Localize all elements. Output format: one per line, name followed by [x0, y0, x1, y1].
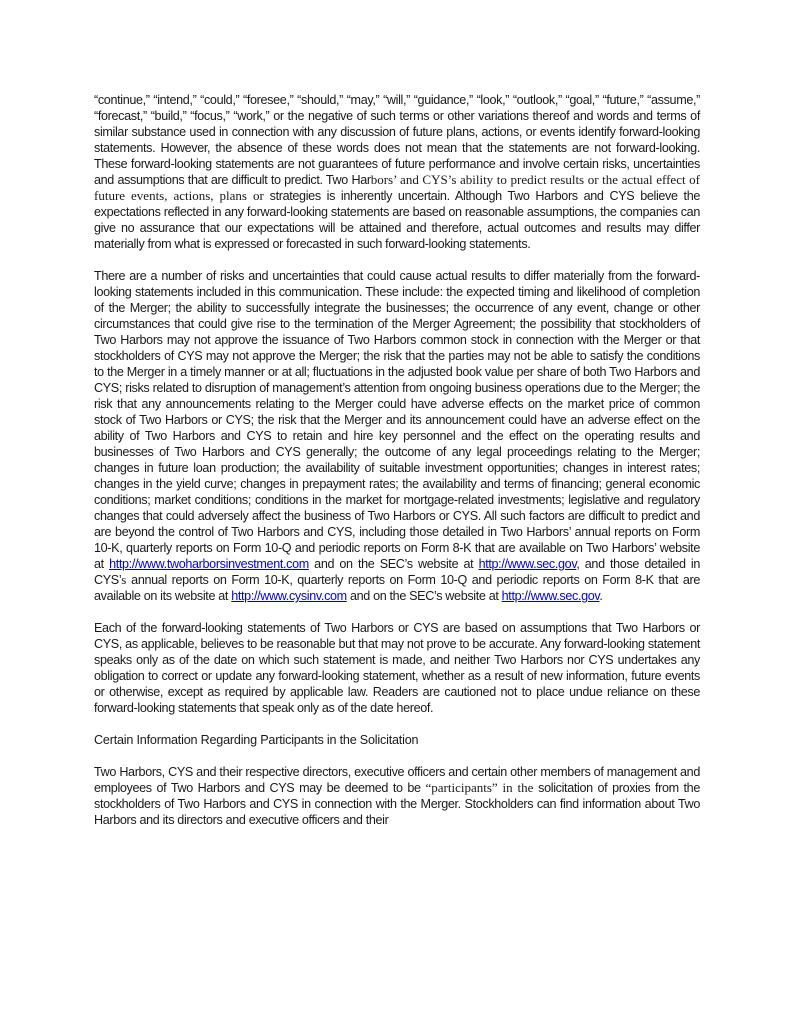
text-segment-serif: bors’ and CYS’s ability to predict results or the actual effect of future events, actions, plans or: [94, 172, 700, 203]
text-segment-serif: “participants” in the: [425, 780, 534, 795]
text-segment-serif: s: [121, 572, 127, 587]
text-segment: “continue,” “intend,” “could,” “foresee,” “should,” “may,” “will,” “guidance,” “look,” “outlook,” “goal,” “future,” “assume,” “forecast,” “build,” “focus,” “work,” or the negative of such terms or other variations thereof and words and terms of similar substance used in connection with any discussion of future plans, actions, or events identify forward-looking statements. However, the absence of these words does not mean that the statements are not forward-looking. These forward-looking statements are not guarantees of future performance and involve certain risks, uncertainties and assumptions that are difficult to predict. Two Har: [94, 93, 700, 187]
text-segment: Each of the forward-looking statements of Two Harbors or CYS are based on assumptions that Two Harbors or CYS, as applicable, believes to be reasonable but that may not prove to be accurate. Any forward-looking statement speaks only as of the date on which such statement is made, and neither Two Harbors nor CYS undertakes any obligation to correct or update any forward-looking statement, whether as a result of new information, future events or otherwise, except as required by applicable law. Readers are cautioned not to place undue reliance on these forward-looking statements that speak only as of the date hereof.: [94, 621, 700, 715]
text-segment: There are a number of risks and uncertainties that could cause actual results to differ materially from the forward-looking statements included in this communication. These include: the expected timing and likelihood of completion of the Merger; the ability to successfully integrate the businesses; the occurrence of any event, change or other circumstances that could give rise to the termination of the Merger Agreement; the possibility that stockholders of Two Harbors may not approve the issuance of Two Harbors common stock in connection with the Merger or that stockholders of CYS may not approve the Merger; the risk that the parties may not be able to satisfy the conditions to the Merger in a timely manner or at all; fluctuations in the adjusted book value per share of both Two Harbors and CYS; risks related to disruption of management’s attention from ongoing business operations due to the Merger; the risk that any announcements relating to the Merger could have adverse effects on the market price of common stock of Two Harbors or CYS; the risk that the Merger and its announcement could have an adverse effect on the ability of Two Harbors and CYS to retain and hire key personnel and the effect on the operating results and businesses of Two Harbors and CYS generally; the outcome of any legal proceedings relating to the Merger; changes in future loan production; the availability of suitable investment opportunities; changes in interest rates; changes in the yield curve; changes in prepayment rates; the availability and terms of financing; general economic conditions; market conditions; conditions in the market for mortgage-related investments; legislative and regulatory changes that could adversely affect the business of Two Harbors or CYS. All such factors are difficult to predict and are beyond the control of Two Harbors and CYS, including those detailed in Two Harbors’ annual reports on Form 10-K, quarterly reports on Form 10-Q and periodic reports on Form 8-K that are available on Two Harbors’ website at: [94, 269, 700, 571]
participants-paragraph: [94, 764, 700, 828]
risk-factors-paragraph: [94, 268, 700, 604]
text-segment: strategies is inherently uncertain. Although Two Harbors and CYS believe the expectations reflected in any forward-looking statements are based on reasonable assumptions, the companies can give no assurance that our expectations will be attained and therefore, actual outcomes and results may differ materially from what is expressed or forecasted in such forward-looking statements.: [94, 189, 700, 251]
two-harbors-website-link[interactable]: http://www.twoharborsinvestment.com: [109, 557, 309, 571]
section-heading: Certain Information Regarding Participants in the Solicitation: [94, 733, 419, 747]
text-segment: Two Harbors, CYS and their respective directors, executive officers and certain other members of management and employees of Two Harbors and CYS may be deemed to be: [94, 765, 700, 795]
sec-website-link[interactable]: http://www.sec.gov: [478, 557, 577, 571]
sec-website-link-2[interactable]: http://www.sec.gov: [501, 589, 600, 603]
text-segment: and on the SEC’s website at: [346, 589, 502, 603]
forward-looking-terms-paragraph: [94, 92, 700, 252]
text-segment: .: [599, 589, 603, 603]
text-segment: , and those detailed in CYS’: [94, 557, 700, 587]
assumptions-paragraph: [94, 620, 700, 716]
text-segment: and on the SEC’s website at: [308, 557, 479, 571]
cys-website-link[interactable]: http://www.cysinv.com: [231, 589, 347, 603]
text-segment: annual reports on Form 10-K, quarterly reports on Form 10-Q and periodic reports on Form 8-K that are available on its website at: [94, 573, 700, 603]
document-page: [94, 92, 700, 844]
text-segment: solicitation of proxies from the stockholders of Two Harbors and CYS in connection with the Merger. Stockholders can find information about Two Harbors and its directors and executive officers and their: [94, 781, 700, 827]
